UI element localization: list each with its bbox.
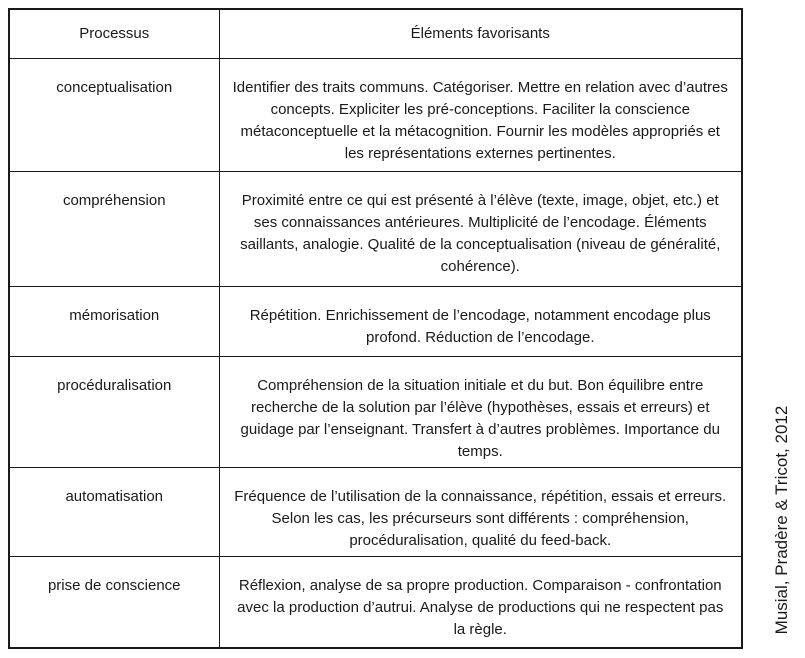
- process-cell: automatisation: [9, 467, 219, 556]
- table-row-memorisation: [9, 286, 742, 356]
- elements-cell: Compréhension de la situation initiale et du but. Bon équilibre entre recherche de la solution par l’élève (hypothèses, essais et erreurs) et guidage par l’enseignant. Transfert à d’autres problèmes. Importance du temps.: [219, 356, 742, 467]
- table-row-proceduralisation: [9, 356, 742, 467]
- process-cell: mémorisation: [9, 286, 219, 356]
- process-cell: procéduralisation: [9, 356, 219, 467]
- citation-vertical: Musial, Pradère & Tricot, 2012: [772, 405, 791, 635]
- column-header-elements-favorisants: Éléments favorisants: [219, 9, 742, 58]
- table-row-comprehension: [9, 171, 742, 286]
- elements-cell: Répétition. Enrichissement de l’encodage, notamment encodage plus profond. Réduction de l’encodage.: [219, 286, 742, 356]
- table-row-prise-de-conscience: [9, 556, 742, 648]
- process-cell: conceptualisation: [9, 58, 219, 171]
- table-row-automatisation: [9, 467, 742, 556]
- elements-cell: Fréquence de l’utilisation de la connaissance, répétition, essais et erreurs. Selon les cas, les précurseurs sont différents : compréhension, procéduralisation, qualité du feed-back.: [219, 467, 742, 556]
- processes-table: [8, 8, 743, 649]
- process-cell: prise de conscience: [9, 556, 219, 648]
- table-header-row: [9, 9, 742, 58]
- elements-cell: Réflexion, analyse de sa propre production. Comparaison - confrontation avec la production d’autrui. Analyse de productions qui ne respectent pas la règle.: [219, 556, 742, 648]
- elements-cell: Proximité entre ce qui est présenté à l’élève (texte, image, objet, etc.) et ses connaissances antérieures. Multiplicité de l’encodage. Éléments saillants, analogie. Qualité de la conceptualisation (niveau de généralité, cohérence).: [219, 171, 742, 286]
- elements-cell: Identifier des traits communs. Catégoriser. Mettre en relation avec d’autres concepts. Expliciter les pré-conceptions. Faciliter la conscience métaconceptuelle et la métacognition. Fournir les modèles appropriés et les représentations externes pertinentes.: [219, 58, 742, 171]
- process-cell: compréhension: [9, 171, 219, 286]
- column-header-processus: Processus: [9, 9, 219, 58]
- table-row-conceptualisation: [9, 58, 742, 171]
